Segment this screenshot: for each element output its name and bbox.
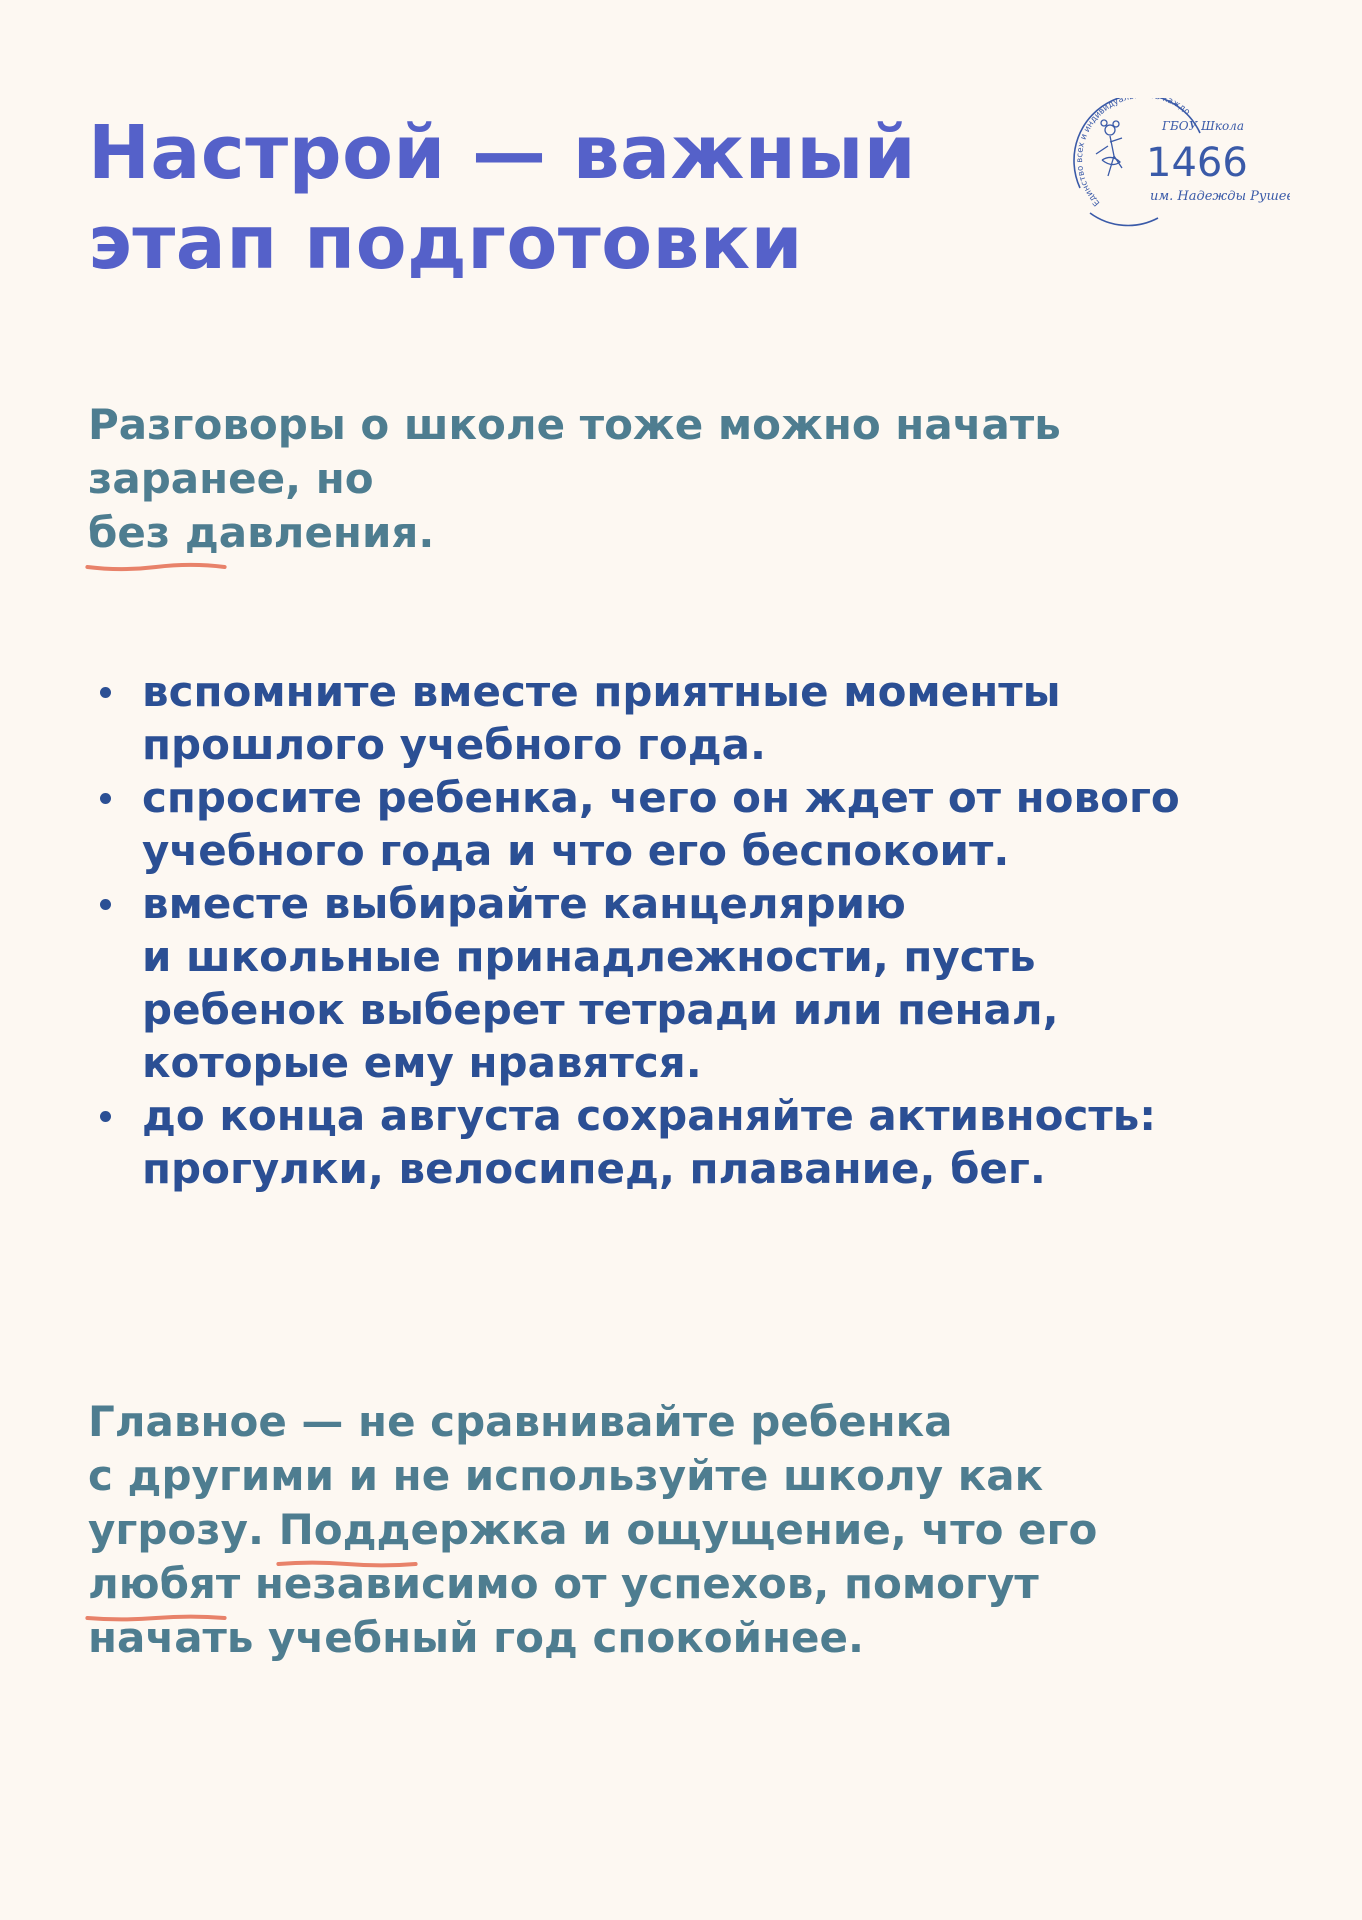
list-item-line: вместе выбирайте канцелярию <box>142 879 906 928</box>
outro-highlight-2-text: любят независимо от успехов <box>88 1559 814 1608</box>
list-item-line: учебного года и что его беспокоит. <box>142 826 1010 875</box>
intro-highlight-text: без давления. <box>88 508 435 557</box>
logo-ring-text: Единство всех и индивидуал каждо <box>1075 98 1192 208</box>
logo-top-label: ГБОУ Школа <box>1162 119 1244 133</box>
outro-highlight-1-text: Поддержка и ощущение, что его <box>278 1505 1098 1554</box>
list-item-line: вспомните вместе приятные моменты <box>142 667 1061 716</box>
outro-line-1: Главное — не сравнивайте ребенка <box>88 1397 953 1446</box>
tips-list <box>100 665 1340 1195</box>
list-item <box>100 1089 1340 1195</box>
ballerina-icon <box>1096 120 1122 176</box>
list-item <box>100 665 1340 771</box>
intro-line-2 <box>88 452 1061 560</box>
list-item-line: спросите ребенка, чего он ждет от нового <box>142 773 1180 822</box>
title-line-2: этап подготовки <box>88 200 803 286</box>
bullet-dot <box>100 687 111 698</box>
outro-line-2: с другими и не используйте школу как <box>88 1451 1044 1500</box>
list-item <box>100 771 1340 877</box>
outro-line-4 <box>88 1557 1097 1611</box>
bullet-dot <box>100 793 111 804</box>
list-item-line: и школьные принадлежности, пусть <box>142 932 1036 981</box>
list-item <box>100 877 1340 1089</box>
title-line-1: Настрой — важный <box>88 110 917 196</box>
bullet-dot <box>100 899 111 910</box>
list-item-line: которые ему нравятся. <box>142 1038 702 1087</box>
outro-line-3 <box>88 1503 1097 1557</box>
intro-underline <box>86 560 226 574</box>
outro-line-4-text: , помогут <box>813 1559 1039 1608</box>
page-title <box>88 108 916 288</box>
intro-line-2-text: заранее, но <box>88 454 374 503</box>
intro-line-1: Разговоры о школе тоже можно начать <box>88 400 1061 449</box>
school-logo <box>1050 98 1290 228</box>
logo-name: им. Надежды Руше <box>1150 189 1287 204</box>
logo-number: 1466 <box>1146 140 1248 186</box>
list-item-line: прошлого учебного года. <box>142 720 766 769</box>
outro-underline-2 <box>86 1611 226 1625</box>
bullet-dot <box>100 1111 111 1122</box>
intro-highlight <box>88 506 1061 560</box>
list-item-line: до конца августа сохраняйте активность: <box>142 1091 1157 1140</box>
outro-line-3-text: угрозу. <box>88 1505 279 1554</box>
outro-highlight-1 <box>279 1503 1098 1557</box>
list-item-line: ребенок выберет тетради или пенал, <box>142 985 1059 1034</box>
intro-paragraph <box>88 398 1061 560</box>
list-item-line: прогулки, велосипед, плавание, бег. <box>142 1144 1046 1193</box>
outro-highlight-2 <box>88 1557 813 1611</box>
outro-paragraph <box>88 1395 1097 1665</box>
outro-line-5: начать учебный год спокойнее. <box>88 1613 864 1662</box>
